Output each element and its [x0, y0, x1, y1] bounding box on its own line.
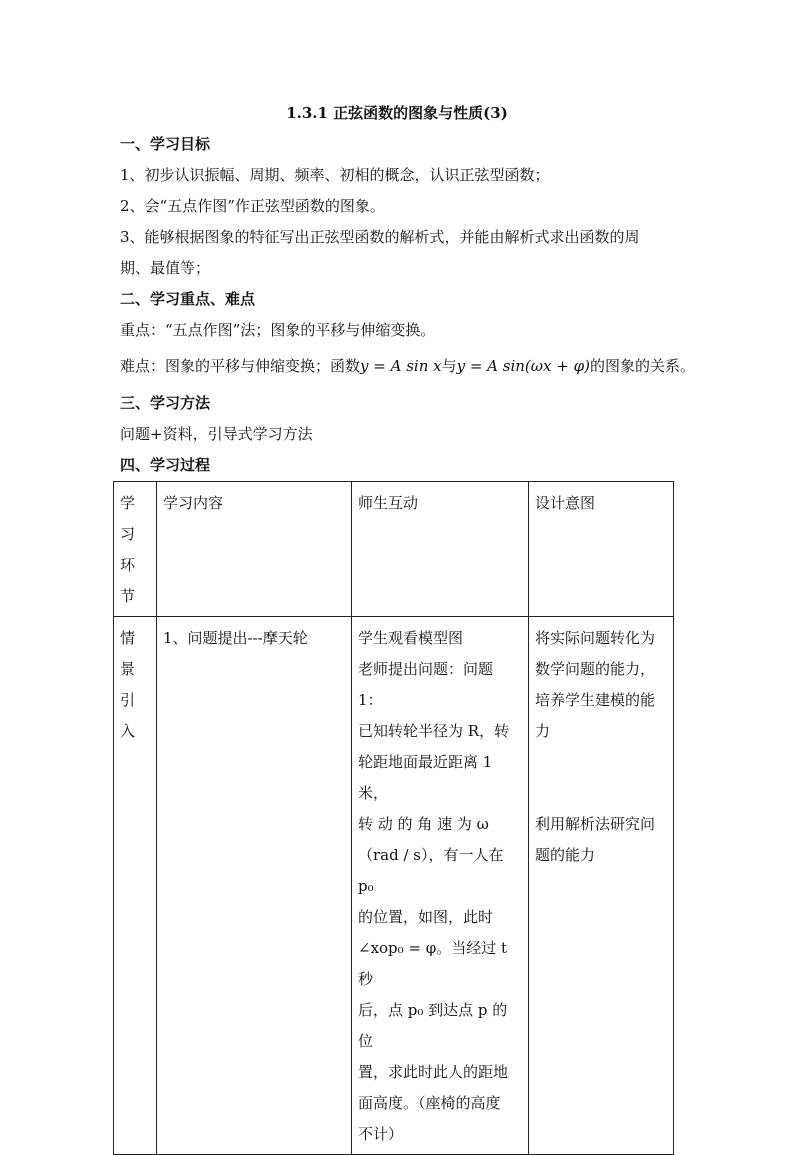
intent-line: 题的能力	[535, 846, 596, 864]
difficulty-prefix: 难点：图象的平移与伸缩变换；函数	[120, 357, 361, 375]
goal-item-1: 1、初步认识振幅、周期、频率、初相的概念，认识正弦型函数；	[120, 166, 550, 184]
difficulty-suffix: 的图象的关系。	[589, 357, 695, 375]
goal-item-2: 2、会“五点作图”作正弦型函数的图象。	[120, 197, 385, 215]
formula-y-asin-wx-phi: y = A sin(ωx + φ)	[456, 357, 590, 375]
goal-item-3-cont: 期、最值等；	[120, 259, 211, 277]
interaction-line: 学生观看模型图	[358, 629, 464, 647]
section-heading-process: 四、学习过程	[120, 456, 211, 474]
interaction-line: 不计）	[358, 1125, 404, 1143]
section-heading-method: 三、学习方法	[120, 394, 211, 412]
section-heading-goals: 一、学习目标	[120, 135, 211, 153]
interaction-line: 面高度。（座椅的高度	[358, 1094, 501, 1112]
table-row	[114, 617, 674, 1155]
header-stage-char: 学	[120, 494, 136, 512]
interaction-line: 轮距地面最近距离 1米，	[358, 753, 493, 802]
header-content: 学习内容	[157, 482, 352, 617]
header-stage-char: 环	[120, 556, 136, 574]
interaction-line: 后，点 p₀ 到达点 p 的位	[358, 1001, 508, 1050]
header-stage	[114, 482, 157, 617]
difficulty-mid: 与	[441, 357, 457, 375]
method-text: 问题+资料，引导式学习方法	[120, 425, 313, 443]
difficulty-text	[120, 355, 695, 377]
intent-line: 力	[535, 722, 551, 740]
intent-line: 将实际问题转化为	[535, 629, 656, 647]
intent-spacer	[535, 747, 667, 809]
goal-item-3: 3、能够根据图象的特征写出正弦型函数的解析式，并能由解析式求出函数的周	[120, 228, 640, 246]
interaction-line: 的位置，如图，此时	[358, 908, 494, 926]
header-intent: 设计意图	[529, 482, 674, 617]
document-title: 1.3.1 正弦函数的图象与性质(3)	[286, 104, 508, 122]
table-header-row	[114, 482, 674, 617]
header-interaction: 师生互动	[352, 482, 529, 617]
formula-y-asinx: y = A sin x	[360, 357, 442, 375]
header-stage-char: 节	[120, 587, 136, 605]
intent-line: 培养学生建模的能	[535, 691, 656, 709]
header-stage-char: 习	[120, 525, 136, 543]
row-stage-char: 引	[120, 691, 136, 709]
row-stage-char: 入	[120, 722, 136, 740]
row-stage-char: 景	[120, 660, 136, 678]
interaction-line: （rad / s），有一人在 p₀	[358, 846, 504, 895]
row-intent	[529, 617, 674, 1155]
interaction-line: ∠xop₀ = φ。当经过 t 秒	[358, 939, 508, 988]
row-content: 1、问题提出---摩天轮	[157, 617, 352, 1155]
section-heading-keypoints: 二、学习重点、难点	[120, 290, 256, 308]
row-stage	[114, 617, 157, 1155]
key-point-text: 重点：“五点作图”法；图象的平移与伸缩变换。	[120, 321, 436, 339]
interaction-line: 转 动 的 角 速 为 ω	[358, 815, 489, 833]
interaction-line: 置，求此时此人的距地	[358, 1063, 509, 1081]
interaction-line: 老师提出问题：问题 1：	[358, 660, 494, 709]
interaction-line: 已知转轮半径为 R，转	[358, 722, 510, 740]
row-stage-char: 情	[120, 629, 136, 647]
intent-line: 利用解析法研究问	[535, 815, 656, 833]
learning-process-table	[113, 481, 674, 1155]
intent-line: 数学问题的能力，	[535, 660, 656, 678]
row-interaction	[352, 617, 529, 1155]
